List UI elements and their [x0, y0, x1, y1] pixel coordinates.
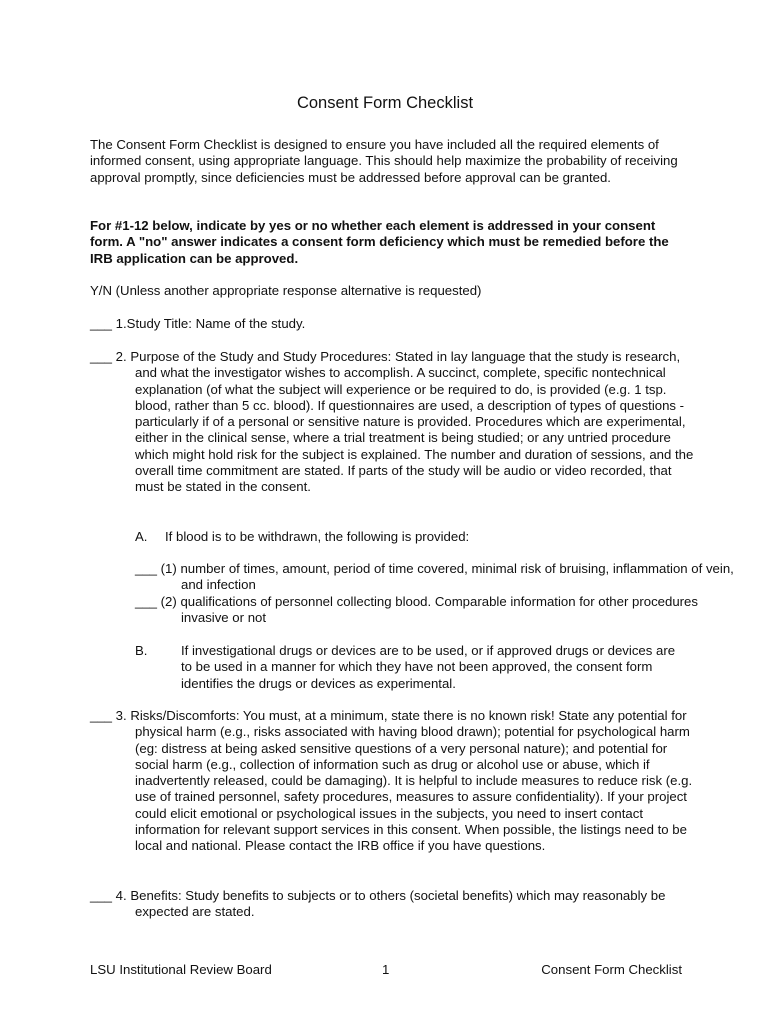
subsection-a-label: A.: [135, 529, 148, 544]
intro-paragraph: The Consent Form Checklist is designed to ensure you have included all the required elements of informed consent, using appropriate language. This should help maximize the probability of receiving approval promptly, since deficiencies must be addressed before approval can be granted.: [90, 137, 678, 185]
response-key: Y/N (Unless another appropriate response alternative is requested): [90, 283, 482, 298]
page-title: Consent Form Checklist: [296, 94, 474, 112]
footer-page-number: 1: [382, 962, 390, 977]
subsection-b-text: If investigational drugs or devices are to be used, or if approved drugs or devices are to be used in a manner for which they have not been approved, the consent form identifies the drugs or devices as experimental.: [181, 643, 676, 691]
instruction-paragraph: For #1-12 below, indicate by yes or no whether each element is addressed in your consent form. A "no" answer indicates a consent form deficiency which must be remedied before the IRB application can be approved.: [90, 218, 669, 266]
checklist-item-2: ___ 2. Purpose of the Study and Study Procedures: Stated in lay language that the study is research, and what the investigator wishes to accomplish. A succinct, complete, specific nontechnical explanation (of what the subject will experience or be required to do, is provided (e.g. 1 tsp. blood, rather than 5 cc. blood). If questionnaires are used, a description of types of questions - particularly if of a personal or sensitive nature is provided. Procedures which are experimental, either in the clinical sense, where a trial treatment is being studied; or any untried procedure which might hold risk for the subject is explained. The number and duration of sessions, and the overall time commitment are stated. If parts of the study will be audio or video recorded, that must be stated in the consent.: [90, 349, 694, 495]
footer-document-title: Consent Form Checklist: [541, 962, 682, 977]
footer-organization: LSU Institutional Review Board: [90, 962, 272, 977]
page-footer: [90, 962, 682, 980]
checklist-item-4: ___ 4. Benefits: Study benefits to subjects or to others (societal benefits) which may reasonably be expected are stated.: [90, 888, 666, 920]
subsection-b-label: B.: [135, 643, 148, 658]
subsection-a-text: If blood is to be withdrawn, the following is provided:: [165, 529, 470, 544]
checklist-item-1: ___ 1.Study Title: Name of the study.: [90, 316, 306, 331]
checklist-item-3: ___ 3. Risks/Discomforts: You must, at a minimum, state there is no known risk! State any potential for physical harm (e.g., risks associated with having blood drawn); potential for psychological harm (eg: distress at being asked sensitive questions of a very personal nature); and potential for social harm (e.g., collection of information such as drug or alcohol use or abuse, which if inadvertently released, could be damaging). It is helpful to include measures to reduce risk (e.g. use of trained personnel, safety procedures, measures to assure confidentiality). If your project could elicit emotional or psychological issues in the subjects, you need to insert contact information for relevant support services in this consent. When possible, the listings need to be local and national. Please contact the IRB office if you have questions.: [90, 708, 693, 854]
subsection-a-check-1: ___ (1) number of times, amount, period of time covered, minimal risk of bruising, inflammation of vein, and infection: [135, 561, 734, 593]
subsection-a-check-2: ___ (2) qualifications of personnel collecting blood. Comparable information for other procedures invasive or not: [135, 594, 698, 626]
